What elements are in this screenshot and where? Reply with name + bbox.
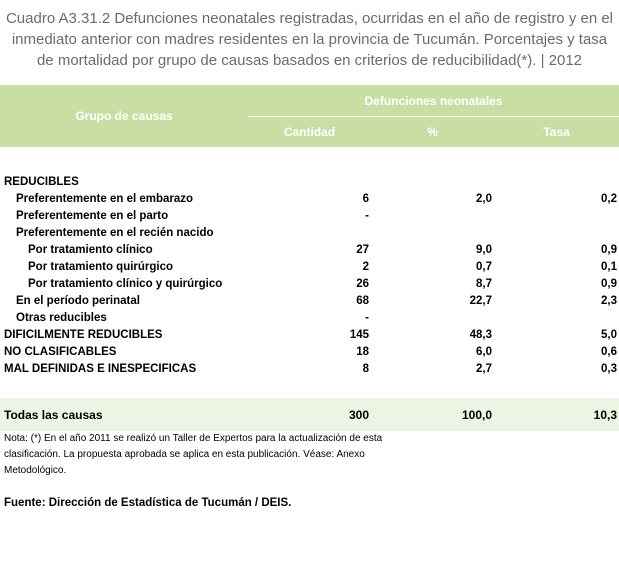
row-percent: 6,0 xyxy=(476,345,492,358)
row-tasa xyxy=(494,224,619,241)
row-percent: 0,7 xyxy=(476,260,492,273)
row-cantidad: 145 xyxy=(349,328,369,341)
header-row-top xyxy=(0,85,619,117)
row-tasa xyxy=(494,309,619,326)
table-row xyxy=(0,292,619,309)
row-tasa: 0,9 xyxy=(601,243,618,256)
row-percent: 2,0 xyxy=(476,192,492,205)
table-title: Cuadro A3.31.2 Defunciones neonatales registradas, ocurridas en el año de registro y en el inmediato anterior con madres residentes en la provincia de Tucumán. Porcentajes y tasa de mortalidad por grupo de causas basados en criterios de reducibilidad(*). | 2012 xyxy=(5,10,614,69)
row-label: Preferentemente en el recién nacido xyxy=(16,226,214,239)
total-row xyxy=(0,398,619,431)
row-label: Por tratamiento quirúrgico xyxy=(28,260,174,273)
footnote: Nota: (*) En el año 2011 se realizó un Taller de Expertos para la actualización de esta clasificación. La propuesta aprobada se aplica en esta publicación. Véase: Anexo Metodológico. xyxy=(4,433,383,476)
row-percent: 8,7 xyxy=(476,277,492,290)
row-cantidad: 68 xyxy=(356,294,369,307)
row-percent xyxy=(371,173,494,190)
group-header: Grupo de causas xyxy=(0,85,248,147)
row-tasa xyxy=(494,207,619,224)
table-row xyxy=(0,241,619,258)
total-tasa: 10,3 xyxy=(494,398,619,431)
table-row xyxy=(0,343,619,360)
row-percent xyxy=(371,207,494,224)
row-percent xyxy=(371,309,494,326)
row-label: Otras reducibles xyxy=(16,311,107,324)
table-row xyxy=(0,326,619,343)
row-cantidad: 18 xyxy=(356,345,369,358)
row-cantidad: 26 xyxy=(356,277,369,290)
row-cantidad: - xyxy=(365,209,369,222)
row-cantidad: 8 xyxy=(362,362,369,375)
row-tasa: 0,2 xyxy=(601,192,618,205)
row-label: Preferentemente en el parto xyxy=(16,209,169,222)
table-row xyxy=(0,173,619,190)
row-tasa xyxy=(494,173,619,190)
deaths-table xyxy=(0,85,619,431)
row-tasa: 0,9 xyxy=(601,277,618,290)
row-label: Preferentemente en el embarazo xyxy=(16,192,194,205)
row-cantidad: - xyxy=(365,311,369,324)
total-percent: 100,0 xyxy=(371,398,494,431)
row-cantidad: 27 xyxy=(356,243,369,256)
row-label: MAL DEFINIDAS E INESPECIFICAS xyxy=(4,362,197,375)
row-percent: 48,3 xyxy=(469,328,492,341)
deaths-header: Defunciones neonatales xyxy=(248,85,619,117)
table-row xyxy=(0,207,619,224)
row-label: NO CLASIFICABLES xyxy=(4,345,117,358)
total-label: Todas las causas xyxy=(0,398,248,431)
row-cantidad: 6 xyxy=(362,192,369,205)
table-row xyxy=(0,224,619,241)
row-cantidad: 2 xyxy=(362,260,369,273)
table-row xyxy=(0,309,619,326)
row-tasa: 2,3 xyxy=(601,294,618,307)
row-percent: 2,7 xyxy=(476,362,492,375)
quantity-header: Cantidad xyxy=(248,117,371,148)
row-label: REDUCIBLES xyxy=(4,175,79,188)
row-tasa: 5,0 xyxy=(601,328,618,341)
rate-header: Tasa xyxy=(494,117,619,148)
table-row xyxy=(0,360,619,377)
row-label: Por tratamiento clínico y quirúrgico xyxy=(28,277,223,290)
table-row xyxy=(0,258,619,275)
percent-header: % xyxy=(371,117,494,148)
row-percent: 9,0 xyxy=(476,243,492,256)
table-row xyxy=(0,275,619,292)
row-percent xyxy=(371,224,494,241)
row-percent: 22,7 xyxy=(469,294,492,307)
row-label: DIFICILMENTE REDUCIBLES xyxy=(4,328,163,341)
row-label: Por tratamiento clínico xyxy=(28,243,153,256)
row-label: En el período perinatal xyxy=(16,294,140,307)
row-tasa: 0,6 xyxy=(601,345,618,358)
row-cantidad xyxy=(248,173,371,190)
total-cantidad: 300 xyxy=(248,398,371,431)
row-tasa: 0,3 xyxy=(601,362,618,375)
row-cantidad xyxy=(248,224,371,241)
table-row xyxy=(0,190,619,207)
source-line: Fuente: Dirección de Estadística de Tucumán / DEIS. xyxy=(4,497,292,509)
row-tasa: 0,1 xyxy=(601,260,618,273)
spacer-row xyxy=(0,147,619,173)
spacer-row xyxy=(0,377,619,398)
